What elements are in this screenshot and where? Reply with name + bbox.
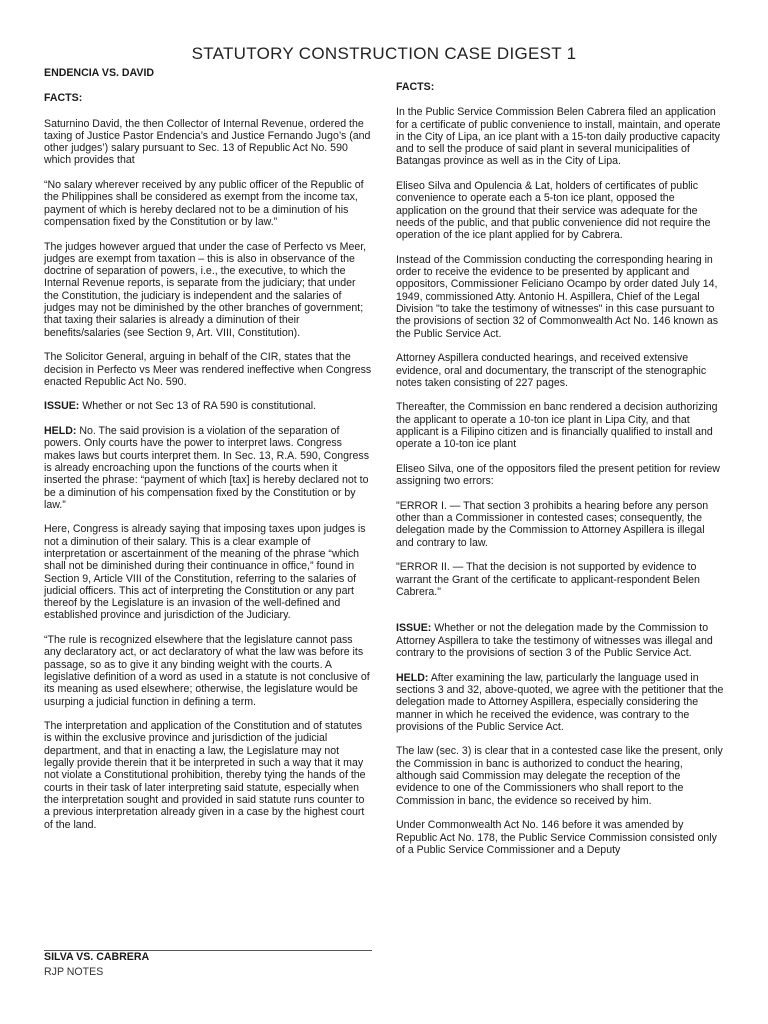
left-paragraph-2: “No salary wherever received by any public officer of the Republic of the Philippines shall be considered as exempt from the income tax, payment of which is hereby declared not to be a diminution of his compensation fixed by the Constitution or by law.” (44, 179, 364, 228)
right-paragraph-4: Attorney Aspillera conducted hearings, and received extensive evidence, oral and documentary, the transcript of the stenographic notes taken consisting of 227 pages. (396, 352, 707, 389)
held-text-right: After examining the law, particularly the language used in sections 3 and 32, above-quoted, we agree with the petitioner that the delegation made to Attorney Aspillera, especially considering the manner in which he received the evidence, was contrary to the provisions of the Public Service Act. (396, 671, 724, 733)
footer-notes: RJP NOTES (44, 966, 104, 978)
right-held (396, 672, 724, 733)
left-held (44, 425, 372, 511)
issue-label-left: ISSUE: (44, 400, 80, 413)
left-issue (44, 400, 372, 412)
left-paragraph-1: Saturnino David, the then Collector of Internal Revenue, ordered the taxing of Justice Pastor Endencia’s and Justice Fernando Jugo’s (and other judges’) salary pursuant to Sec. 13 of Republic Act No. 590 which provides that (44, 117, 371, 167)
held-label-right: HELD: (396, 671, 429, 684)
right-paragraph-8: "ERROR II. — That the decision is not supported by evidence to warrant the Grant of the certificate to applicant-respondent Belen Cabrera." (396, 561, 700, 598)
left-paragraph-5: Here, Congress is already saying that imposing taxes upon judges is not a diminution of their salary. This is a clear example of interpretation or ascertainment of the meaning of the phrase “which shall not be diminished during their continuance in office,” found in Section 9, Article VIII of the Constitution, referring to the salaries of judicial officers. This act of interpreting the Constitution or any part thereof by the Legislature is an invasion of the well-defined and established province and jurisdiction of the Judiciary. (44, 523, 366, 622)
right-issue (396, 622, 724, 659)
page-title: STATUTORY CONSTRUCTION CASE DIGEST 1 (191, 44, 577, 63)
right-paragraph-5: Thereafter, the Commission en banc rendered a decision authorizing the applicant to operate a 10-ton ice plant in Lipa City, and that applicant is a Filipino citizen and is financially qualified to install and operate a 10-ton ice plant (396, 401, 718, 451)
issue-text-right: Whether or not the delegation made by the Commission to Attorney Aspillera to take the testimony of witnesses was illegal and contrary to the provisions of section 3 of the Public Service Act. (396, 622, 713, 660)
case-title-endencia: ENDENCIA VS. DAVID (44, 67, 155, 79)
facts-heading-left: FACTS: (44, 92, 83, 105)
right-paragraph-9: The law (sec. 3) is clear that in a contested case like the present, only the Commission in banc is authorized to conduct the hearing, although said Commission may delegate the reception of the evidence to one of the Commissioners who shall report to the Commission in banc, the evidence so received by him. (396, 745, 723, 807)
left-paragraph-4: The Solicitor General, arguing in behalf of the CIR, states that the decision in Perfecto vs Meer was rendered ineffective when Congress enacted Republic Act No. 590. (44, 351, 372, 388)
spacer (396, 610, 724, 622)
issue-text-left: Whether or not Sec 13 of RA 590 is constitutional. (79, 400, 317, 413)
held-text-left: No. The said provision is a violation of the separation of powers. Only courts have the power to interpret laws. Congress makes laws but courts interpret them. In Sec. 13, R.A. 590, Congress is already encroaching upon the functions of the courts when it inserted the phrase: “payment of which [tax] is hereby declared not to be a diminution of his compensation fixed by the Constitution or by law.” (44, 425, 370, 511)
issue-label-right: ISSUE: (396, 622, 432, 635)
left-paragraph-6: “The rule is recognized elsewhere that the legislature cannot pass any declaratory act, or act declaratory of what the law was before its passage, so as to give it any binding weight with the courts. A legislative definition of a word as used in a statute is not conclusive of its meaning as used elsewhere; otherwise, the legislature would be usurping a judicial function in defining a term. (44, 634, 370, 708)
right-paragraph-7: "ERROR I. — That section 3 prohibits a hearing before any person other than a Commissioner in contested cases; consequently, the delegation made by the Commission to Attorney Aspillera is illegal and contrary to law. (396, 499, 709, 549)
right-paragraph-6: Eliseo Silva, one of the oppositors filed the present petition for review assigning two errors: (396, 462, 720, 488)
left-paragraph-3: The judges however argued that under the case of Perfecto vs Meer, judges are exempt from taxation – this is also in observance of the doctrine of separation of powers, i.e., the executive, to which the Internal Revenue reports, is separate from the judiciary; that under the Constitution, the judiciary is independent and the salaries of judges may not be diminished by the other branches of government; that taxing their salaries is already a diminution of their benefits/salaries (see Section 9, Art. VIII, Constitution). (44, 240, 367, 339)
facts-heading-right: FACTS: (396, 81, 435, 93)
held-label-left: HELD: (44, 425, 77, 438)
right-paragraph-3: Instead of the Commission conducting the corresponding hearing in order to receive the evidence to be presented by applicant and oppositors, Commissioner Feliciano Ocampo by order dated July 14, 1949, commissioned Atty. Antonio H. Aspillera, Chief of the Legal Division "to take the testimony of witnesses" in this case pursuant to the provisions of section 32 of Commonwealth Act No. 146 known as the Public Service Act. (396, 253, 719, 340)
case-title-silva: SILVA VS. CABRERA (44, 951, 150, 963)
right-column (396, 81, 724, 868)
left-column (44, 67, 372, 843)
right-paragraph-10: Under Commonwealth Act No. 146 before it was amended by Republic Act No. 178, the Public Service Commission consisted only of a Public Service Commissioner and a Deputy (396, 819, 717, 856)
left-paragraph-7: The interpretation and application of the Constitution and of statutes is within the exclusive province and jurisdiction of the judicial department, and that in enacting a law, the Legislature may not legally provide therein that it be interpreted in such a way that it may not violate a Constitutional prohibition, thereby tying the hands of the courts in their task of later interpreting said statute, especially when the interpretation sought and provided in said statute runs counter to a previous interpretation already given in a case by the highest court of the land. (44, 720, 366, 831)
right-paragraph-2: Eliseo Silva and Opulencia & Lat, holders of certificates of public convenience to operate each a 5-ton ice plant, opposed the application on the ground that their service was adequate for the needs of the public, and that public convenience did not require the operation of the ice plant applied for by Cabrera. (396, 180, 711, 242)
right-paragraph-1: In the Public Service Commission Belen Cabrera filed an application for a certificate of public convenience to install, maintain, and operate in the City of Lipa, an ice plant with a 15-ton daily productive capacity and to sell the produce of said plant in several municipalities of Batangas province as well as in the City of Lipa. (396, 106, 721, 168)
